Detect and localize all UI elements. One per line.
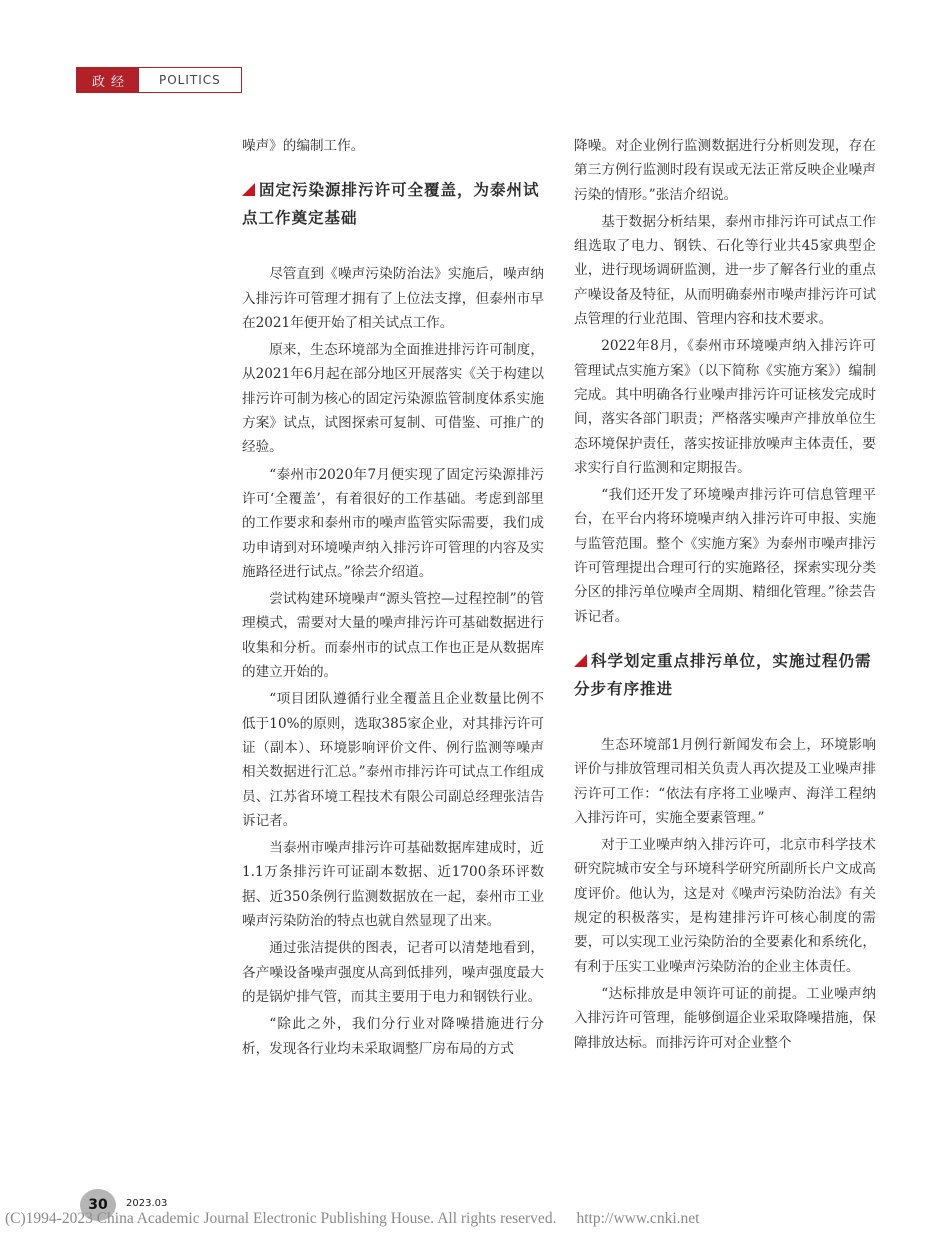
paragraph: “泰州市2020年7月便实现了固定污染源排污许可‘全覆盖’，有着很好的工作基础。考虑到部里的工作要求和泰州市的噪声监管实际需要，我们成功申请到对环境噪声纳入排污许可管理的内容及实施路径进行试点。”徐芸介绍道。	[242, 466, 544, 580]
paragraph: 通过张洁提供的图表，记者可以清楚地看到，各产噪设备噪声强度从高到低排列，噪声强度最大的是锅炉排气管，而其主要用于电力和钢铁行业。	[242, 940, 544, 1005]
triangle-marker-icon	[242, 183, 255, 196]
triangle-marker-icon	[574, 654, 587, 667]
paragraph: 当泰州市噪声排污许可基础数据库建成时，近1.1万条排污许可证副本数据、近1700条环评数据、近350条例行监测数据放在一起，泰州市工业噪声污染防治的特点也就自然显现了出来。	[242, 840, 544, 930]
paragraph: 生态环境部1月例行新闻发布会上，环境影响评价与排放管理司相关负责人再次提及工业噪声排污许可工作：“依法有序将工业噪声、海洋工程纳入排污许可，实施全要素管理。”	[574, 736, 876, 826]
page-number: 30	[80, 1189, 116, 1221]
paragraph: 基于数据分析结果，泰州市排污许可试点工作组选取了电力、钢铁、石化等行业共45家典型企业，进行现场调研监测，进一步了解各行业的重点产噪设备及特征，从而明确泰州市噪声排污许可试点管理的行业范围、管理内容和技术要求。	[574, 213, 876, 328]
right-column	[574, 134, 876, 1058]
issue-date: 2023.03	[126, 1198, 168, 1209]
paragraph: “除此之外，我们分行业对降噪措施进行分析，发现各行业均未采取调整厂房布局的方式	[242, 1016, 544, 1057]
paragraph: 降噪。对企业例行监测数据进行分析则发现，存在第三方例行监测时段有误或无法正常反映企业噪声污染的情形。”张洁介绍说。	[574, 138, 876, 203]
copyright-text: (C)1994-2023 China Academic Journal Electronic Publishing House. All rights reserved.	[5, 1210, 557, 1227]
section-heading	[242, 176, 544, 232]
paragraph: 对于工业噪声纳入排污许可，北京市科学技术研究院城市安全与环境科学研究所副所长户文成高度评价。他认为，这是对《噪声污染防治法》有关规定的积极落实，是构建排污许可核心制度的需要，可以实现工业污染防治的全要素化和系统化，有利于压实工业噪声污染防治的企业主体责任。	[574, 837, 876, 975]
paragraph: “达标排放是申领许可证的前提。工业噪声纳入排污许可管理，能够倒逼企业采取降噪措施，保障排放达标。而排污许可对企业整个	[574, 985, 876, 1051]
paragraph: “项目团队遵循行业全覆盖且企业数量比例不低于10%的原则，选取385家企业，对其排污许可证（副本）、环境影响评价文件、例行监测等噪声相关数据进行汇总。”泰州市排污许可试点工作组成员、江苏省环境工程技术有限公司副总经理张洁告诉记者。	[242, 691, 544, 829]
section-name-en: POLITICS	[159, 73, 221, 87]
paragraph: 原来，生态环境部为全面推进排污许可制度，从2021年6月起在部分地区开展落实《关于构建以排污许可制为核心的固定污染源监管制度体系实施方案》试点，试图探索可复制、可借鉴、可推广的经验。	[242, 342, 544, 456]
section-heading-text: 固定污染源排污许可全覆盖，为泰州试点工作奠定基础	[242, 181, 540, 228]
paragraph: “我们还开发了环境噪声排污许可信息管理平台，在平台内将环境噪声纳入排污许可申报、实施与监管范围。整个《实施方案》为泰州市噪声排污许可管理提出合理可行的实施路径，探索实现分类分区的排污单位噪声全周期、精细化管理。”徐芸告诉记者。	[574, 487, 876, 625]
left-column	[242, 134, 544, 1064]
section-name-cn: 政经	[77, 68, 139, 92]
section-heading	[574, 647, 876, 703]
paragraph: 尝试构建环境噪声“源头管控—过程控制”的管理模式，需要对大量的噪声排污许可基础数据进行收集和分析。而泰州市的试点工作也正是从数据库的建立开始的。	[242, 591, 544, 681]
paragraph: 2022年8月，《泰州市环境噪声纳入排污许可管理试点实施方案》（以下简称《实施方案》）编制完成。其中明确各行业噪声排污许可证核发完成时间，落实各部门职责；严格落实噪声产排放单位生态环境保护责任，落实按证排放噪声主体责任，要求实行自行监测和定期报告。	[574, 338, 876, 476]
paragraph: 尽管直到《噪声污染防治法》实施后，噪声纳入排污许可管理才拥有了上位法支撑，但泰州市早在2021年便开始了相关试点工作。	[242, 266, 544, 331]
section-heading-text: 科学划定重点排污单位，实施过程仍需分步有序推进	[574, 651, 872, 698]
cnki-url: http://www.cnki.net	[576, 1210, 700, 1227]
section-tag	[76, 67, 242, 93]
copyright-watermark	[5, 1210, 945, 1228]
paragraph: 噪声》的编制工作。	[242, 138, 365, 154]
